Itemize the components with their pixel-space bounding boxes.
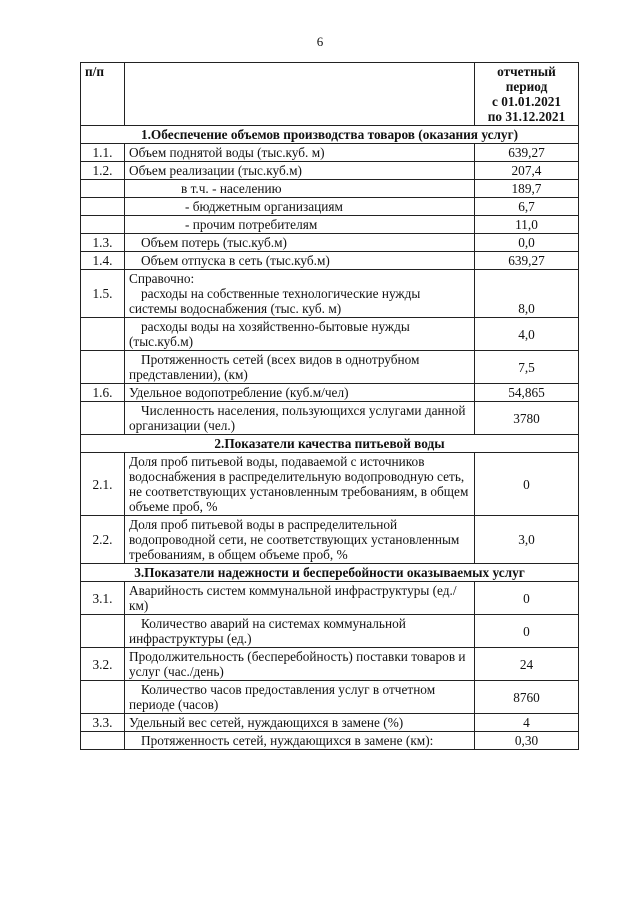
row-number: 1.6. — [81, 384, 125, 402]
row-label: Аварийность систем коммунальной инфраструктуры (ед./км) — [125, 582, 475, 615]
row-number: 2.2. — [81, 516, 125, 564]
header-period-line: период — [505, 79, 548, 94]
section-row — [81, 435, 579, 453]
row-label — [125, 270, 475, 318]
row-number: 3.1. — [81, 582, 125, 615]
row-value: 3,0 — [475, 516, 579, 564]
row-value: 4 — [475, 714, 579, 732]
row-label-heading: Справочно: — [129, 271, 195, 286]
row-number — [81, 732, 125, 750]
table-row — [81, 216, 579, 234]
table-row — [81, 732, 579, 750]
row-number: 1.2. — [81, 162, 125, 180]
table-row — [81, 384, 579, 402]
row-label: Объем потерь (тыс.куб.м) — [125, 234, 475, 252]
header-period-line: с 01.01.2021 — [491, 94, 562, 109]
row-number: 1.5. — [81, 270, 125, 318]
section-title: 2.Показатели качества питьевой воды — [81, 435, 579, 453]
row-number: 1.3. — [81, 234, 125, 252]
row-label: - бюджетным организациям — [125, 198, 475, 216]
row-label: Количество часов предоставления услуг в отчетном периоде (часов) — [125, 681, 475, 714]
row-value: 24 — [475, 648, 579, 681]
row-label: Протяженность сетей, нуждающихся в замене (км): — [125, 732, 475, 750]
section-row — [81, 126, 579, 144]
row-label: Доля проб питьевой воды в распределительной водопроводной сети, не соответствующих установленным требованиям, в общем объеме проб, % — [125, 516, 475, 564]
row-value: 4,0 — [475, 318, 579, 351]
header-period — [475, 63, 579, 126]
header-period-line: по 31.12.2021 — [487, 109, 566, 124]
row-label: Доля проб питьевой воды, подаваемой с источников водоснабжения в распределительную водопроводную сеть, не соответствующих установленным требованиям, в общем объеме проб, % — [125, 453, 475, 516]
row-label: Протяженность сетей (всех видов в однотрубном представлении), (км) — [125, 351, 475, 384]
row-number: 3.2. — [81, 648, 125, 681]
row-label: Удельный вес сетей, нуждающихся в замене (%) — [125, 714, 475, 732]
row-value: 11,0 — [475, 216, 579, 234]
row-number — [81, 615, 125, 648]
table-row — [81, 162, 579, 180]
table-row — [81, 402, 579, 435]
section-title: 3.Показатели надежности и бесперебойности оказываемых услуг — [81, 564, 579, 582]
row-value: 3780 — [475, 402, 579, 435]
row-value: 0,30 — [475, 732, 579, 750]
row-label: Численность населения, пользующихся услугами данной организации (чел.) — [125, 402, 475, 435]
row-value: 0,0 — [475, 234, 579, 252]
row-value: 0 — [475, 582, 579, 615]
row-number — [81, 351, 125, 384]
section-row — [81, 564, 579, 582]
row-label: Объем отпуска в сеть (тыс.куб.м) — [125, 252, 475, 270]
row-label: Удельное водопотребление (куб.м/чел) — [125, 384, 475, 402]
row-value: 0 — [475, 615, 579, 648]
table-body — [81, 126, 579, 750]
table-row — [81, 180, 579, 198]
indicators-table — [80, 62, 579, 750]
table-row — [81, 582, 579, 615]
row-label-text: расходы на собственные технологические нужды системы водоснабжения (тыс. куб. м) — [129, 286, 421, 316]
row-number — [81, 216, 125, 234]
table-row — [81, 453, 579, 516]
header-period-line: отчетный — [497, 64, 556, 79]
row-number: 1.4. — [81, 252, 125, 270]
table-row — [81, 252, 579, 270]
table-row — [81, 270, 579, 318]
row-number: 3.3. — [81, 714, 125, 732]
row-value: 189,7 — [475, 180, 579, 198]
row-label: расходы воды на хозяйственно-бытовые нужды (тыс.куб.м) — [125, 318, 475, 351]
row-value: 207,4 — [475, 162, 579, 180]
row-value: 8,0 — [475, 270, 579, 318]
row-value: 7,5 — [475, 351, 579, 384]
table-row — [81, 516, 579, 564]
row-value: 54,865 — [475, 384, 579, 402]
row-value: 0 — [475, 453, 579, 516]
table-row — [81, 648, 579, 681]
row-value: 639,27 — [475, 144, 579, 162]
header-num: п/п — [81, 63, 125, 126]
header-label — [125, 63, 475, 126]
table-header-row — [81, 63, 579, 126]
table-row — [81, 318, 579, 351]
row-label: Продолжительность (бесперебойность) поставки товаров и услуг (час./день) — [125, 648, 475, 681]
row-number — [81, 402, 125, 435]
table-row — [81, 144, 579, 162]
row-number — [81, 681, 125, 714]
table-row — [81, 198, 579, 216]
page-number: 6 — [316, 34, 324, 49]
row-value: 6,7 — [475, 198, 579, 216]
row-value: 639,27 — [475, 252, 579, 270]
row-value: 8760 — [475, 681, 579, 714]
row-label: Объем поднятой воды (тыс.куб. м) — [125, 144, 475, 162]
row-label: в т.ч. - населению — [125, 180, 475, 198]
table-row — [81, 234, 579, 252]
row-label: Объем реализации (тыс.куб.м) — [125, 162, 475, 180]
table-row — [81, 714, 579, 732]
table-row — [81, 351, 579, 384]
row-number — [81, 198, 125, 216]
row-number — [81, 180, 125, 198]
row-number: 1.1. — [81, 144, 125, 162]
row-number: 2.1. — [81, 453, 125, 516]
table-row — [81, 615, 579, 648]
row-number — [81, 318, 125, 351]
row-label: Количество аварий на системах коммунальной инфраструктуры (ед.) — [125, 615, 475, 648]
row-label: - прочим потребителям — [125, 216, 475, 234]
section-title: 1.Обеспечение объемов производства товаров (оказания услуг) — [81, 126, 579, 144]
table-row — [81, 681, 579, 714]
